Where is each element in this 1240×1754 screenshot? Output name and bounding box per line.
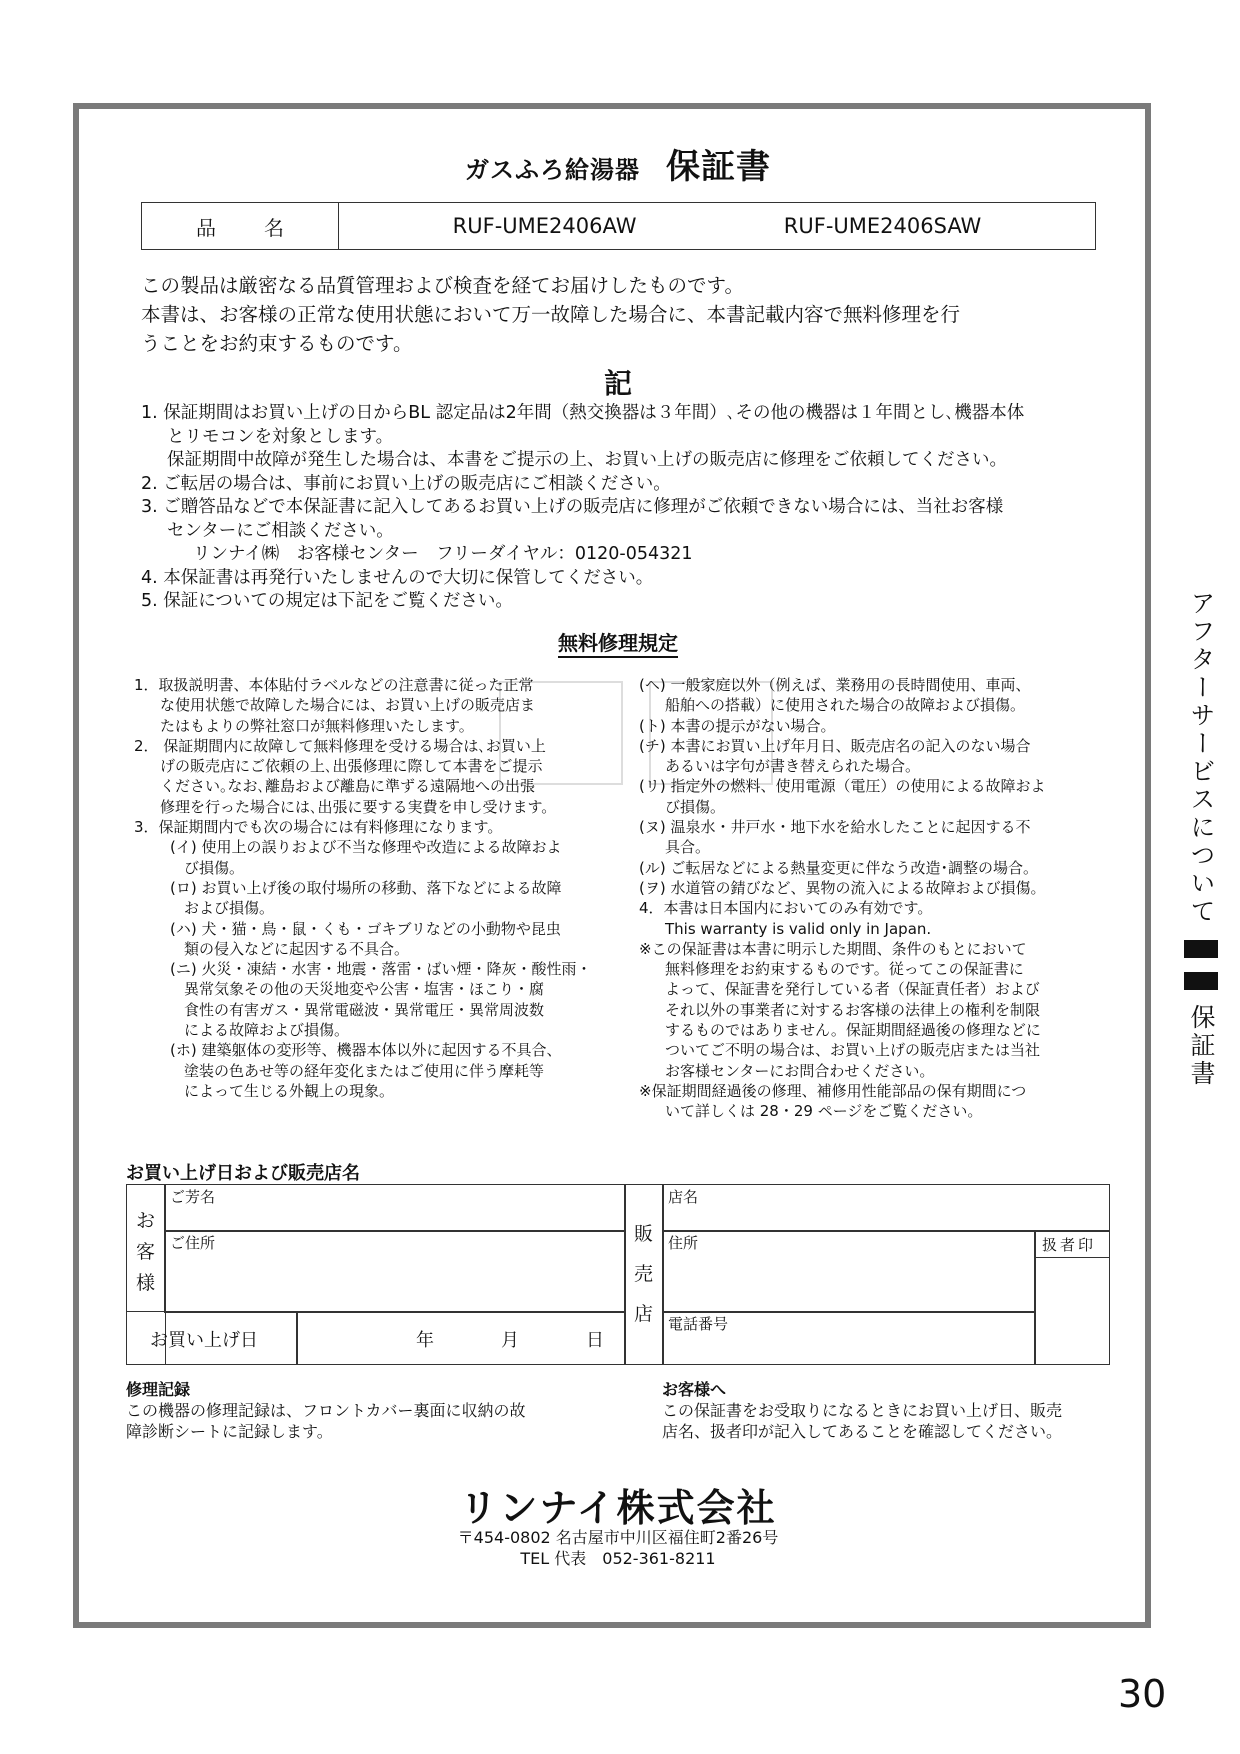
model-table [141, 202, 1096, 250]
rule-line: び損傷。 [184, 858, 245, 877]
free-repair-left-column [134, 675, 674, 1101]
company-name: リンナイ株式会社 [459, 1486, 777, 1530]
page-title [79, 139, 1157, 188]
rule-line: げの販売店にご依頼の上､出張修理に際して本書をご提示 [160, 757, 543, 776]
phone-label: 電話番号 [668, 1315, 729, 1333]
rule-line: 異常気象その他の天災地変や公害・塩害・ほこり・腐 [184, 980, 545, 999]
rule-line: 食性の有害ガス・異常電磁波・異常電圧・異常周波数 [184, 1000, 545, 1019]
purchase-date-field[interactable] [296, 1311, 626, 1365]
side-page-title: 保証書 [1187, 1004, 1216, 1088]
rule-line: ください｡なお､離島および離島に準ずる遠隔地への出張 [160, 777, 536, 796]
term-line: 5. 保証についての規定は下記をご覧ください。 [141, 591, 513, 611]
repair-record-note [126, 1377, 596, 1442]
rule-line: (ト) 本書の提示がない場合。 [639, 716, 836, 735]
rule-line: This warranty is valid only in Japan. [665, 919, 932, 938]
warranty-heading: 保証書 [666, 147, 771, 187]
rule-line: 船舶への搭載）に使用された場合の故障および損傷。 [665, 696, 1026, 715]
term-line: センターにご相談ください。 [167, 520, 394, 541]
term-line: 保証期間中故障が発生した場合は、本書をご提示の上、お買い上げの販売店に修理をご依頼してください。 [167, 450, 1007, 470]
month-label: 月 [501, 1330, 519, 1351]
purchase-date-label: お買い上げ日 [150, 1330, 258, 1351]
term-line: 1. 保証期間はお買い上げの日からBL 認定品は2年間（熱交換器は３年間）､その他の機器は１年間とし､機器本体 [141, 403, 1025, 423]
term-line: 3. ご贈答品などで本保証書に記入してあるお買い上げの販売店に修理がご依頼できない場合には、当社お客様 [141, 497, 1004, 517]
rule-line: (ハ) 犬・猫・鳥・鼠・くも・ゴキブリなどの小動物や昆虫 [170, 919, 561, 938]
rule-line: (ロ) お買い上げ後の取付場所の移動、落下などによる故障 [170, 878, 562, 897]
model-label-a: 品 [196, 215, 216, 240]
shop-address-label: 住所 [668, 1234, 699, 1252]
rule-line: あるいは字句が書き替えられた場合。 [665, 757, 921, 776]
term-line: 4. 本保証書は再発行いたしませんので大切に保管してください。 [141, 567, 654, 588]
customer-center-line: リンナイ㈱ お客様センター フリーダイヤル：0120-054321 [193, 544, 693, 564]
rule-line: よって、保証書を発行している者（保証責任者）および [665, 980, 1040, 999]
company-contact [79, 1527, 1157, 1569]
rule-line: 類の侵入などに起因する不具合。 [184, 939, 410, 958]
side-tab [1184, 590, 1218, 1088]
shop-char: 店 [634, 1303, 654, 1325]
rule-line: 修理を行った場合には､出張に要する実費を申し受けます。 [160, 797, 557, 816]
term-line: 2. ご転居の場合は、事前にお買い上げの販売店にご相談ください。 [141, 473, 671, 494]
rule-line: 塗装の色あせ等の経年変化またはご使用に伴う摩耗等 [184, 1061, 545, 1080]
rule-line: (リ) 指定外の燃料、使用電源（電圧）の使用による故障およ [639, 777, 1046, 796]
customer-address-label: ご住所 [170, 1234, 216, 1252]
rule-line: 無料修理をお約束するものです。従ってこの保証書に [665, 960, 1024, 979]
purchase-heading: お買い上げ日および販売店名 [126, 1163, 360, 1184]
warranty-terms [141, 402, 1106, 614]
model-number-2: RUF-UME2406SAW [783, 214, 982, 238]
warranty-card [73, 103, 1151, 1628]
rule-line: (ヌ) 温泉水・井戸水・地下水を給水したことに起因する不 [639, 818, 1031, 837]
rule-line: 1．取扱説明書、本体貼付ラベルなどの注意書に従った正常 [134, 676, 534, 694]
rule-line: 2． 保証期間内に故障して無料修理を受ける場合は､お買い上 [134, 736, 546, 755]
rule-line: ついてご不明の場合は、お買い上げの販売店または当社 [665, 1041, 1041, 1060]
rule-line: によって生じる外観上の現象。 [184, 1081, 395, 1100]
rule-line: ※この保証書は本書に明示した期間、条件のもとにおいて [639, 939, 1027, 958]
customer-name-label: ご芳名 [170, 1188, 216, 1206]
shop-address-field[interactable] [662, 1230, 1036, 1313]
page-number: 30 [1118, 1672, 1167, 1716]
to-customer-heading: お客様へ [662, 1380, 727, 1399]
shop-name-label: 店名 [668, 1188, 699, 1206]
free-repair-title [79, 627, 1157, 656]
company-tel: TEL 代表 052-361-8211 [520, 1549, 716, 1568]
shop-name-field[interactable] [662, 1184, 1110, 1232]
model-values [339, 203, 1095, 249]
rule-line: (ホ) 建築躯体の変形等、機器本体以外に起因する不具合、 [170, 1041, 562, 1060]
repair-record-line: この機器の修理記録は、フロントカバー裏面に収納の故 [126, 1401, 526, 1420]
customer-name-field[interactable] [164, 1184, 626, 1232]
rule-line: による故障および損傷。 [184, 1021, 350, 1040]
rule-line: (ル) ご転居などによる熱量変更に伴なう改造･調整の場合。 [639, 858, 1038, 877]
intro-line: うことをお約束するものです。 [141, 332, 413, 355]
rule-line: 具合。 [665, 838, 711, 857]
rule-line: それ以外の事業者に対するお客様の法律上の権利を制限 [665, 1000, 1041, 1019]
tab-marker [1184, 972, 1218, 990]
section-label: アフターサービスについて [1187, 590, 1216, 926]
rule-line: お客様センターにお問合わせください。 [665, 1061, 935, 1080]
company-address: 〒454-0802 名古屋市中川区福住町2番26号 [457, 1528, 779, 1547]
free-repair-right-column [639, 675, 1179, 1122]
model-label-b: 名 [264, 215, 284, 240]
intro-text [141, 271, 1101, 358]
free-repair-title-text: 無料修理規定 [558, 631, 678, 658]
day-label: 日 [586, 1330, 604, 1351]
to-customer-line: この保証書をお受取りになるときにお買い上げ日、販売 [662, 1401, 1063, 1420]
intro-line: この製品は厳密なる品質管理および検査を経てお届けしたものです。 [141, 274, 744, 297]
customer-char: 様 [136, 1272, 156, 1294]
rule-line: び損傷。 [665, 797, 726, 816]
rule-line: な使用状態で故障した場合には、お買い上げの販売店ま [160, 696, 536, 715]
customer-address-field[interactable] [164, 1230, 626, 1313]
customer-char: 客 [136, 1241, 156, 1263]
rule-line: (ヲ) 水道管の錆びなど、異物の流入による故障および損傷。 [639, 878, 1046, 897]
to-customer-note [662, 1377, 1132, 1442]
tab-marker [1184, 940, 1218, 958]
model-number-1: RUF-UME2406AW [452, 214, 637, 238]
term-line: とリモコンを対象とします。 [167, 426, 394, 447]
rule-line: たはもよりの弊社窓口が無料修理いたします。 [160, 716, 474, 735]
rule-line: (イ) 使用上の誤りおよび不当な修理や改造による故障およ [170, 838, 562, 857]
purchase-form [126, 1184, 1110, 1365]
rule-line: (ヘ) 一般家庭以外（例えば、業務用の長時間使用、車両、 [639, 676, 1031, 694]
shop-char: 販 [634, 1223, 654, 1245]
year-label: 年 [416, 1330, 434, 1351]
to-customer-line: 店名、扱者印が記入してあることを確認してください。 [662, 1422, 1063, 1441]
repair-record-heading: 修理記録 [126, 1380, 191, 1399]
repair-record-line: 障診断シートに記録します。 [126, 1422, 333, 1441]
rule-line: いて詳しくは 28・29 ページをご覧ください。 [665, 1102, 983, 1121]
rule-line: 3．保証期間内でも次の場合には有料修理になります。 [134, 818, 503, 837]
intro-line: 本書は、お客様の正常な使用状態において万一故障した場合に、本書記載内容で無料修理を行 [141, 303, 961, 326]
model-label [142, 203, 339, 249]
stamp-label: 扱者印 [1042, 1236, 1097, 1254]
rule-line: 4．本書は日本国内においてのみ有効です。 [639, 899, 933, 918]
product-type: ガスふろ給湯器 [465, 156, 640, 184]
rule-line: (チ) 本書にお買い上げ年月日、販売店名の記入のない場合 [639, 736, 1031, 755]
rule-line: および損傷。 [184, 899, 275, 918]
rule-line: (ニ) 火災・凍結・水害・地震・落雷・ばい煙・降灰・酸性雨・ [170, 960, 592, 979]
rule-line: するものではありません。保証期間経過後の修理などに [665, 1021, 1041, 1040]
rule-line: ※保証期間経過後の修理、補修用性能部品の保有期間につ [639, 1081, 1027, 1100]
customer-char: お [136, 1210, 156, 1232]
ki-heading: 記 [603, 367, 632, 400]
shop-char: 売 [634, 1263, 654, 1285]
